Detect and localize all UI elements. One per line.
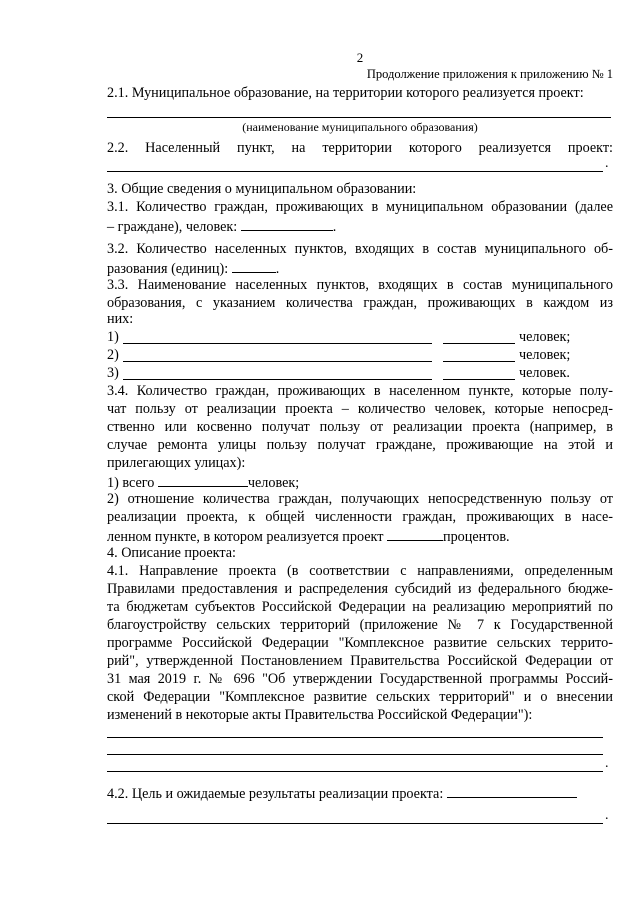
section-2-1-text: 2.1. Муниципальное образование, на территории которого реализуется проект: (107, 85, 584, 101)
settlement-name-input[interactable] (123, 330, 432, 344)
section-3-2-line-2 (107, 258, 613, 278)
section-3-3-line-1: 3.3. Наименование населенных пунктов, входящих в состав муниципального (107, 277, 613, 293)
settlements-count-field[interactable] (232, 258, 276, 273)
section-4-2-line (107, 783, 613, 803)
section-3-4-line: 3.4. Количество граждан, проживающих в населенном пункте, которые полу- (107, 383, 613, 399)
row-unit: человек; (519, 347, 571, 363)
section-2-2-text: 2.2. Населенный пункт, на территории которого реализуется проект: (107, 140, 613, 156)
municipality-name-caption: (наименование муниципального образования) (242, 120, 478, 134)
section-3-2-label: разования (единиц): (107, 261, 229, 277)
ratio-line: 2) отношение количества граждан, получающих непосредственную пользу от (107, 491, 613, 507)
section-4-1-line: Правилами предоставления и распределения субсидий из федерального бюдже- (107, 581, 613, 597)
settlements-count-dot: . (275, 261, 280, 277)
project-direction-field[interactable] (107, 737, 603, 738)
row-unit: человек; (519, 329, 571, 345)
section-3-4-line: чат пользу от реализации проекта – количество человек, которые непосред- (107, 401, 613, 417)
section-4-1-last-line: изменений в некоторые акты Правительства Российской Федерации"): (107, 707, 533, 723)
municipality-name-field[interactable] (107, 117, 611, 118)
row-number: 1) (107, 329, 119, 345)
beneficiaries-total-suffix: человек; (247, 475, 300, 491)
settlement-field-dot: . (605, 156, 609, 171)
section-4-1-line: благоустройству сельских территорий (приложение № 7 к Государственной (107, 617, 613, 633)
section-3-4-line: ственно или косвенно получат пользу от реализации проекта (например, в (107, 419, 613, 435)
project-direction-field[interactable] (107, 754, 603, 755)
section-3-1-label: – граждане), человек: (107, 219, 238, 235)
page-number: 2 (356, 50, 364, 65)
row-number: 2) (107, 347, 119, 363)
appendix-continuation-note: Продолжение приложения к приложению № 1 (366, 67, 613, 81)
project-direction-dot: . (605, 756, 609, 771)
section-3-3-line-3: них: (107, 311, 134, 327)
project-goal-dot: . (605, 808, 609, 823)
section-3-1-line-1: 3.1. Количество граждан, проживающих в муниципальном образовании (далее (107, 199, 613, 215)
section-4-1-line: ской Федерации "Комплексное развитие сельских территорий" и о внесении (107, 689, 613, 705)
section-4-1-line: программе Российской Федерации "Комплексное развитие сельских террито- (107, 635, 613, 651)
section-3-4-line: случае ремонта улицы пользу получат граждане, проживающие на этой и (107, 437, 613, 453)
row-unit: человек. (519, 365, 570, 381)
ratio-last-prefix: ленном пункте, в котором реализуется проект (107, 529, 384, 545)
section-4-title: 4. Описание проекта: (107, 545, 236, 561)
section-4-1-line: рий", утвержденной Постановлением Правительства Российской Федерации от (107, 653, 613, 669)
ratio-line: реализации проекта, к общей численности граждан, проживающих в насе- (107, 509, 613, 525)
settlement-population-input[interactable] (443, 366, 515, 380)
ratio-last-suffix: процентов. (442, 529, 510, 545)
section-4-1-line: 31 мая 2019 г. № 696 "Об утверждении Государственной программы Россий- (107, 671, 613, 687)
section-3-title: 3. Общие сведения о муниципальном образовании: (107, 181, 417, 197)
settlement-name-input[interactable] (123, 348, 432, 362)
citizens-count-field[interactable] (241, 216, 333, 231)
section-4-1-line: 4.1. Направление проекта (в соответствии с направлениями, определенным (107, 563, 613, 579)
section-3-2-line-1: 3.2. Количество населенных пунктов, входящих в состав муниципального об- (107, 241, 613, 257)
settlement-name-field[interactable] (107, 171, 603, 172)
ratio-last-line (107, 526, 613, 546)
settlement-population-input[interactable] (443, 330, 515, 344)
section-4-1-line: та бюджетам субъектов Российской Федерации на реализацию мероприятий по (107, 599, 613, 615)
section-3-3-line-2: образования, с указанием количества граждан, проживающих в каждом из (107, 295, 613, 311)
settlement-name-input[interactable] (123, 366, 432, 380)
row-number: 3) (107, 365, 119, 381)
project-goal-field[interactable] (107, 823, 603, 824)
beneficiaries-total-line (107, 472, 613, 492)
beneficiaries-total-field[interactable] (158, 472, 248, 487)
section-3-4-line: прилегающих улицах): (107, 455, 246, 471)
settlement-population-input[interactable] (443, 348, 515, 362)
project-direction-field[interactable] (107, 771, 603, 772)
beneficiaries-total-prefix: 1) всего (107, 475, 155, 491)
beneficiaries-percent-field[interactable] (387, 526, 443, 541)
section-3-1-line-2 (107, 216, 613, 236)
citizens-count-dot: . (332, 219, 337, 235)
section-4-2-label: 4.2. Цель и ожидаемые результаты реализации проекта: (107, 786, 444, 802)
project-goal-field-inline[interactable] (447, 783, 577, 798)
